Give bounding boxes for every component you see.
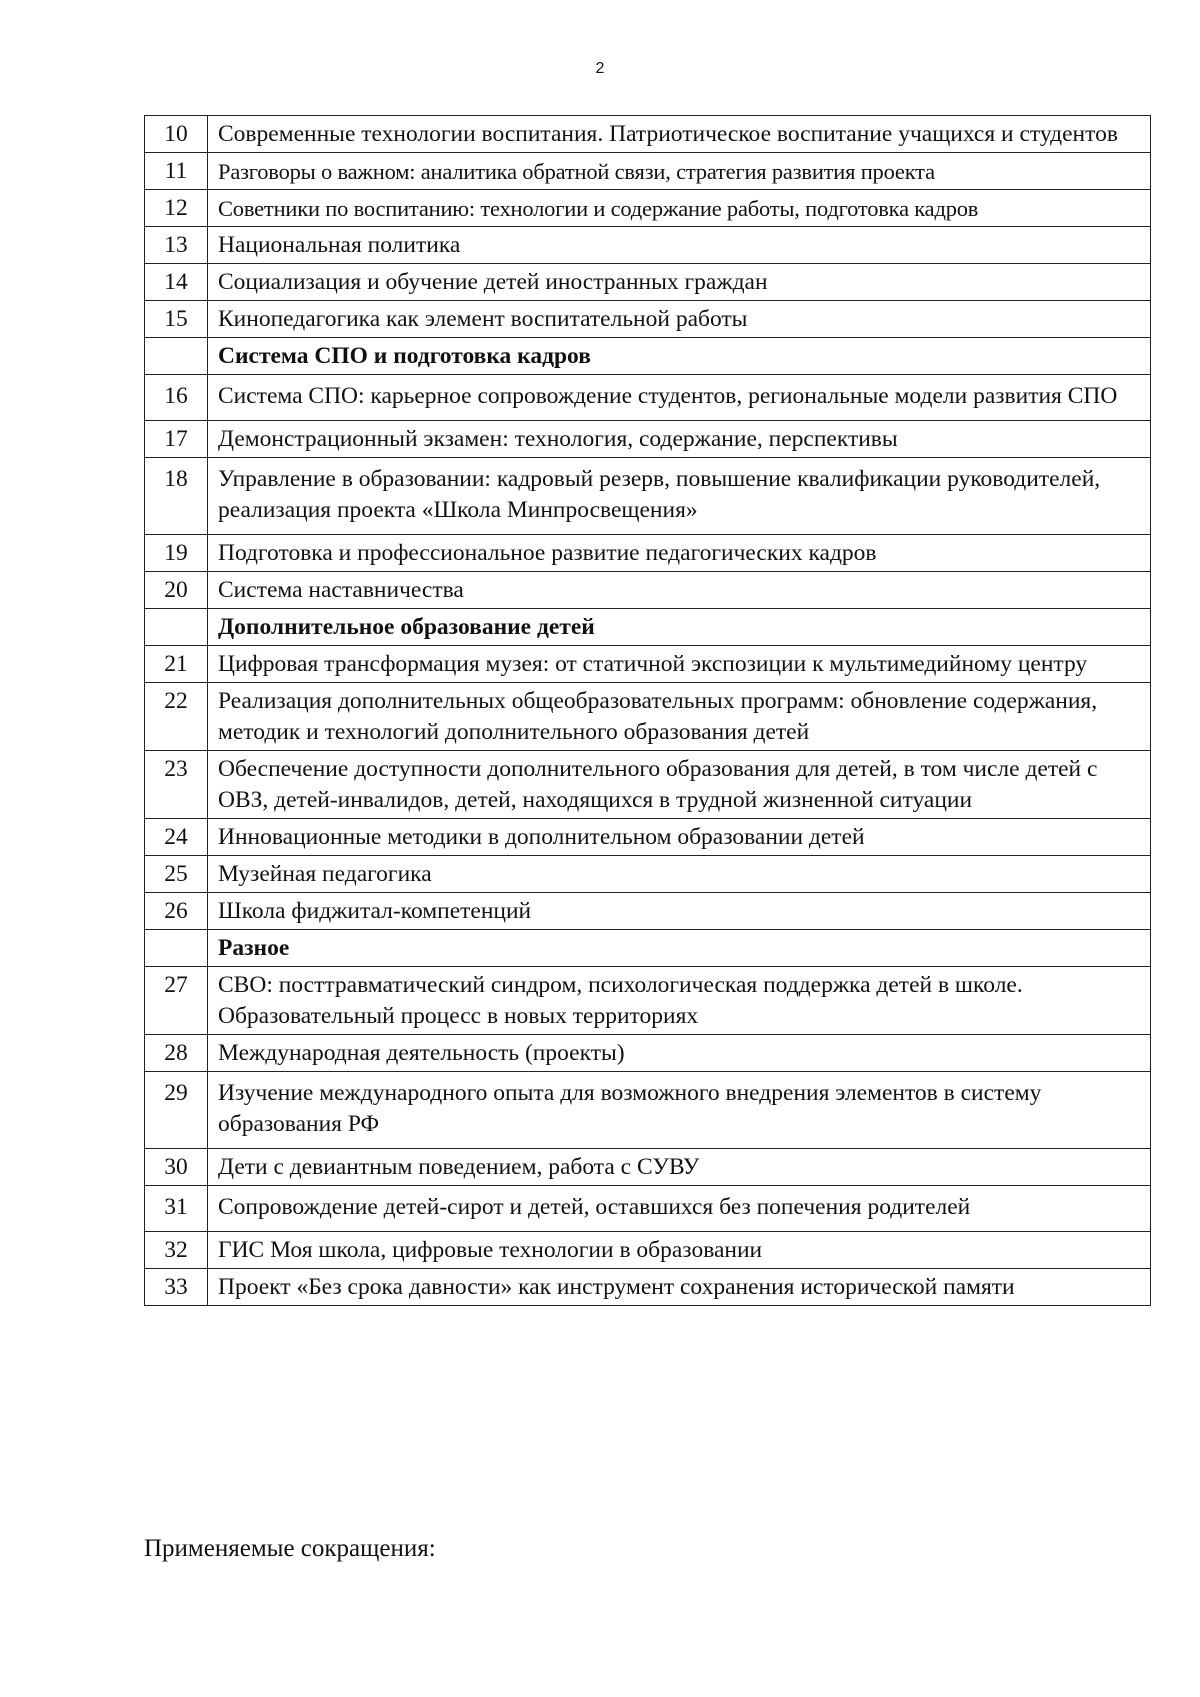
row-number: 10 [145, 116, 208, 153]
topic-text: Разговоры о важном: аналитика обратной связи, стратегия развития проекта [208, 153, 1151, 190]
table-row [145, 646, 1151, 683]
row-number: 24 [145, 819, 208, 856]
row-number: 20 [145, 572, 208, 609]
topic-text: Школа фиджитал-компетенций [208, 893, 1151, 930]
row-number [145, 609, 208, 646]
table-row [145, 190, 1151, 227]
section-header-row [145, 930, 1151, 967]
section-title: Дополнительное образование детей [208, 609, 1151, 646]
row-number: 12 [145, 190, 208, 227]
table-row [145, 535, 1151, 572]
row-number: 21 [145, 646, 208, 683]
topic-text: СВО: посттравматический синдром, психологическая поддержка детей в школе. Образовательный процесс в новых территориях [208, 967, 1151, 1035]
topic-text: Сопровождение детей-сирот и детей, оставшихся без попечения родителей [208, 1186, 1151, 1232]
topic-text: Международная деятельность (проекты) [208, 1035, 1151, 1072]
table-row [145, 1072, 1151, 1149]
table-row [145, 1232, 1151, 1269]
table-row [145, 1269, 1151, 1306]
topic-text: Реализация дополнительных общеобразовательных программ: обновление содержания, методик и технологий дополнительного образования детей [208, 683, 1151, 751]
topic-text: Дети с девиантным поведением, работа с СУВУ [208, 1149, 1151, 1186]
row-number [145, 930, 208, 967]
row-number: 28 [145, 1035, 208, 1072]
row-number: 30 [145, 1149, 208, 1186]
row-number: 29 [145, 1072, 208, 1149]
row-number: 22 [145, 683, 208, 751]
row-number: 17 [145, 421, 208, 458]
topic-text: ГИС Моя школа, цифровые технологии в образовании [208, 1232, 1151, 1269]
row-number: 18 [145, 458, 208, 535]
table-row [145, 819, 1151, 856]
table-row [145, 227, 1151, 264]
topic-text: Подготовка и профессиональное развитие педагогических кадров [208, 535, 1151, 572]
topic-text: Система СПО: карьерное сопровождение студентов, региональные модели развития СПО [208, 375, 1151, 421]
table-row [145, 751, 1151, 819]
topic-text: Демонстрационный экзамен: технология, содержание, перспективы [208, 421, 1151, 458]
table-row [145, 1186, 1151, 1232]
table-row [145, 572, 1151, 609]
row-number: 19 [145, 535, 208, 572]
topic-text: Проект «Без срока давности» как инструмент сохранения исторической памяти [208, 1269, 1151, 1306]
row-number [145, 338, 208, 375]
section-header-row [145, 609, 1151, 646]
abbreviations-heading: Применяемые сокращения: [144, 1535, 436, 1562]
section-header-row [145, 338, 1151, 375]
table-row [145, 1035, 1151, 1072]
section-title: Разное [208, 930, 1151, 967]
table-row [145, 683, 1151, 751]
table-row [145, 116, 1151, 153]
topic-text: Цифровая трансформация музея: от статичной экспозиции к мультимедийному центру [208, 646, 1151, 683]
topic-text: Инновационные методики в дополнительном образовании детей [208, 819, 1151, 856]
topic-text: Управление в образовании: кадровый резерв, повышение квалификации руководителей, реализация проекта «Школа Минпросвещения» [208, 458, 1151, 535]
row-number: 31 [145, 1186, 208, 1232]
row-number: 15 [145, 301, 208, 338]
topic-text: Советники по воспитанию: технологии и содержание работы, подготовка кадров [208, 190, 1151, 227]
table-row [145, 301, 1151, 338]
row-number: 26 [145, 893, 208, 930]
table-row [145, 893, 1151, 930]
topic-text: Изучение международного опыта для возможного внедрения элементов в систему образования РФ [208, 1072, 1151, 1149]
topics-table [144, 115, 1151, 1306]
page-number: 2 [595, 60, 605, 77]
table-row [145, 375, 1151, 421]
topic-text: Система наставничества [208, 572, 1151, 609]
row-number: 25 [145, 856, 208, 893]
table-row [145, 421, 1151, 458]
topic-text: Социализация и обучение детей иностранных граждан [208, 264, 1151, 301]
table-row [145, 967, 1151, 1035]
topic-text: Современные технологии воспитания. Патриотическое воспитание учащихся и студентов [208, 116, 1151, 153]
row-number: 33 [145, 1269, 208, 1306]
row-number: 14 [145, 264, 208, 301]
table-row [145, 264, 1151, 301]
row-number: 11 [145, 153, 208, 190]
topic-text: Национальная политика [208, 227, 1151, 264]
row-number: 16 [145, 375, 208, 421]
row-number: 23 [145, 751, 208, 819]
table-row [145, 856, 1151, 893]
table-row [145, 1149, 1151, 1186]
row-number: 32 [145, 1232, 208, 1269]
row-number: 27 [145, 967, 208, 1035]
table-row [145, 153, 1151, 190]
section-title: Система СПО и подготовка кадров [208, 338, 1151, 375]
topic-text: Кинопедагогика как элемент воспитательной работы [208, 301, 1151, 338]
row-number: 13 [145, 227, 208, 264]
topic-text: Музейная педагогика [208, 856, 1151, 893]
topic-text: Обеспечение доступности дополнительного образования для детей, в том числе детей с ОВЗ, детей-инвалидов, детей, находящихся в трудной жизненной ситуации [208, 751, 1151, 819]
table-row [145, 458, 1151, 535]
